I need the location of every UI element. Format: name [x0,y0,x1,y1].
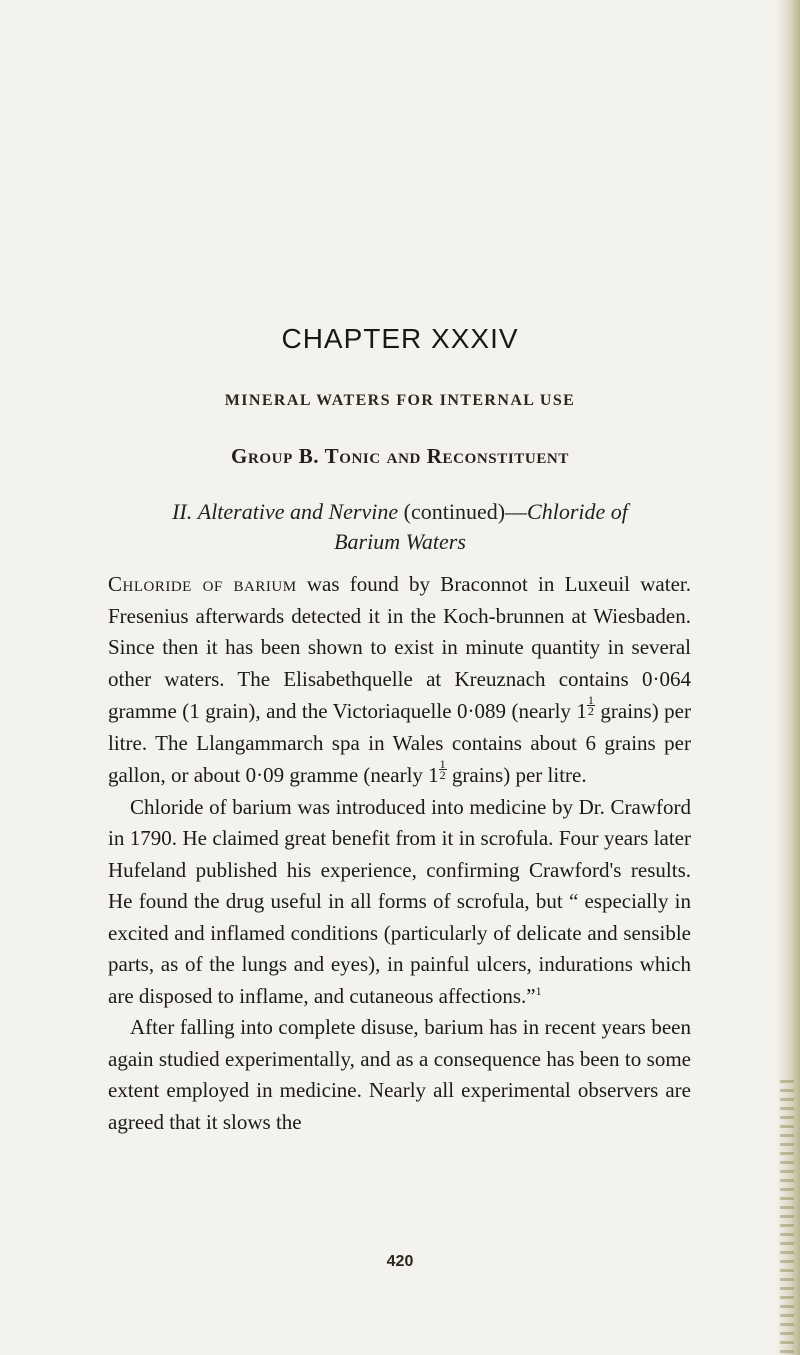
fraction-half-2 [439,759,447,780]
paragraph-1-part3: grains) per litre. [446,763,587,787]
paragraph-3-text: After falling into complete disuse, barium has in recent years been again studied experimentally, and as a consequence has been to some extent employed in medicine. Nearly all experimental observers are agreed that it slows the [108,1015,691,1134]
page-edge-texture [780,1080,794,1355]
chapter-subtitle: MINERAL WATERS FOR INTERNAL USE [224,392,576,409]
fraction-numerator: 1 [587,693,594,707]
paragraph-2 [108,792,691,1013]
fraction-numerator: 1 [439,757,446,771]
footnote-reference: 1 [535,983,542,998]
section-dash: — [505,499,528,524]
paragraph-1-part1: was found by Braconnot in Luxeuil water. Fresenius afterwards detected it in the Koch-brunnen at Wiesbaden. Since then it has been shown to exist in minute quantity in several other waters. The Elisabethquelle at Kreuznach contains 0·064 gramme (1 grain), and the Victoriaquelle 0·089 (nearly 1 [108,572,691,723]
chapter-title: CHAPTER XXXIV [281,323,519,354]
fraction-denominator: 2 [587,704,594,718]
section-title-part1: Alterative and Nervine [197,499,399,524]
section-continued: (continued) [403,499,506,524]
body-text [108,569,691,1138]
fraction-denominator: 2 [439,768,446,782]
paragraph-1-part2: grains) per litre. The Llangammarch spa in Wales contains about 6 grains per gallon, or about 0·09 gramme (nearly 1 [108,699,691,787]
section-heading [140,497,660,557]
paragraph-lead: Chloride of barium [108,572,297,596]
section-title-part2: Chloride of Barium Waters [334,499,628,554]
group-heading: Group B. Tonic and Reconstituent [231,444,569,468]
paragraph-2-text: Chloride of barium was introduced into medicine by Dr. Crawford in 1790. He claimed great benefit from it in scrofula. Four years later Hufeland published his experience, confirming Crawford's results. He found the drug useful in all forms of scrofula, but “ especially in excited and inflamed conditions (particularly of delicate and sensible parts, as of the lungs and eyes), in painful ulcers, indurations which are disposed to inflame, and cutaneous affections.” [108,794,691,1008]
fraction-half-1 [587,695,595,716]
paragraph-3 [108,1012,691,1138]
page-number: 420 [386,1253,414,1270]
paragraph-1 [108,569,691,792]
section-number: II. [172,499,193,524]
